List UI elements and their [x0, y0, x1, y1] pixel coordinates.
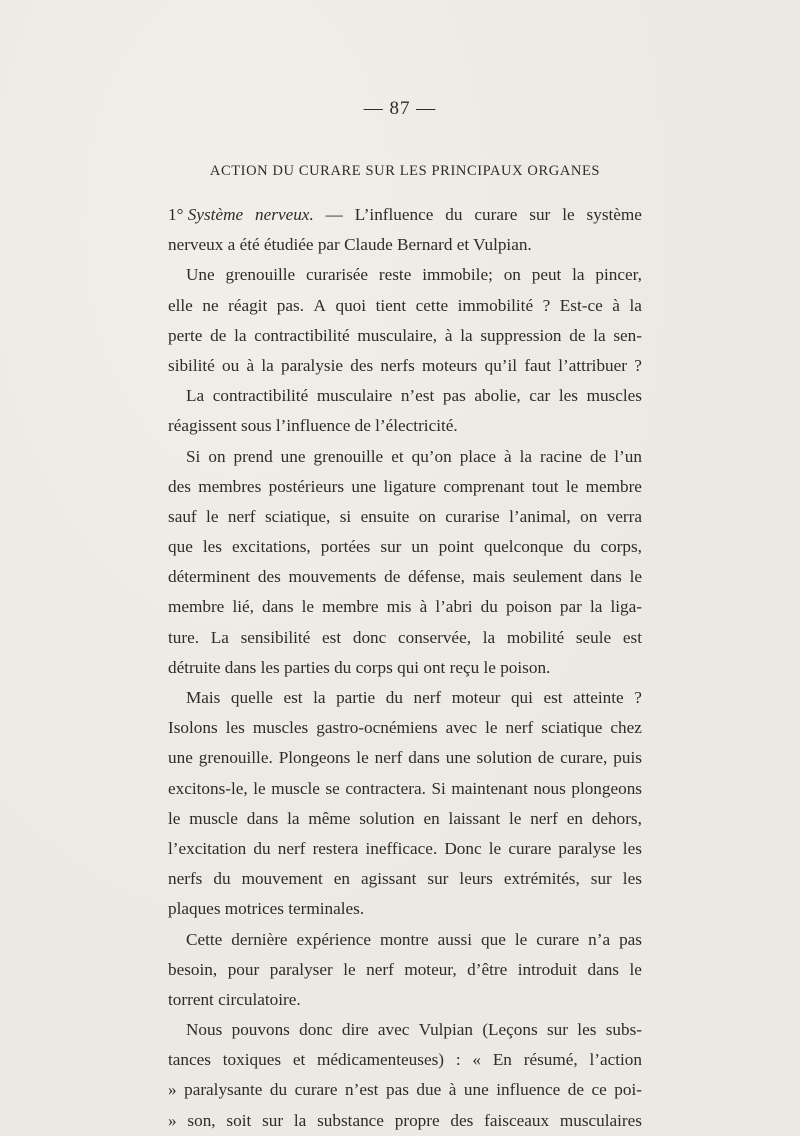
text-line: Isolons les muscles gastro-ocnémiens avec le nerf sciatique chez	[168, 718, 642, 738]
text-line: une grenouille. Plongeons le nerf dans une solution de curare, puis	[168, 748, 642, 768]
text-line: Mais quelle est la partie du nerf moteur qui est atteinte ?	[186, 688, 642, 707]
text-line: sauf le nerf sciatique, si ensuite on curarise l’animal, on verra	[168, 506, 642, 526]
text-line: elle ne réagit pas. A quoi tient cette immobilité ? Est-ce à la	[168, 295, 642, 315]
text-line: La contractibilité musculaire n’est pas abolie, car les muscles	[186, 386, 642, 406]
text-line: que les excitations, portées sur un point quelconque du corps,	[168, 537, 642, 557]
text-line: l’excitation du nerf restera inefficace. Donc le curare paralyse les	[168, 838, 642, 858]
text-line: le muscle dans la même solution en laissant le nerf en dehors,	[168, 808, 642, 828]
body-text	[168, 200, 642, 1136]
text-line: plaques motrices terminales.	[168, 899, 365, 919]
text-line: membre lié, dans le membre mis à l’abri du poison par la liga-	[168, 597, 642, 617]
text-line: besoin, pour paralyser le nerf moteur, d’être introduit dans le	[168, 959, 642, 979]
text-line: perte de la contractibilité musculaire, à la suppression de la sen-	[168, 325, 642, 345]
text-line: sibilité ou à la paralysie des nerfs moteurs qu’il faut l’attribuer ?	[168, 355, 642, 375]
text-line: » son, soit sur la substance propre des faisceaux musculaires	[168, 1110, 642, 1130]
text-line: détruite dans les parties du corps qui ont reçu le poison.	[168, 657, 551, 677]
text-line: 1° Système nerveux. — L’influence du curare sur le système	[168, 205, 642, 224]
text-line: Une grenouille curarisée reste immobile; on peut la pincer,	[186, 265, 642, 285]
page-number: — 87 —	[363, 98, 437, 119]
text-line: » paralysante du curare n’est pas due à une influence de ce poi-	[168, 1080, 642, 1100]
text-line: Cette dernière expérience montre aussi que le curare n’a pas	[186, 929, 642, 949]
text-line: ture. La sensibilité est donc conservée, la mobilité seule est	[168, 627, 642, 647]
text-line: des membres postérieurs une ligature comprenant tout le membre	[168, 476, 642, 496]
text-line: Si on prend une grenouille et qu’on place à la racine de l’un	[186, 446, 642, 466]
text-line: torrent circulatoire.	[168, 989, 301, 1009]
text-line: nerveux a été étudiée par Claude Bernard et Vulpian.	[168, 235, 532, 255]
text-line: nerfs du mouvement en agissant sur leurs extrémités, sur les	[168, 869, 642, 889]
text-line: excitons-le, le muscle se contractera. Si maintenant nous plongeons	[168, 778, 642, 798]
text-line: déterminent des mouvements de défense, mais seulement dans le	[168, 567, 642, 587]
text-line: tances toxiques et médicamenteuses) : « En résumé, l’action	[168, 1050, 642, 1070]
text-line: Nous pouvons donc dire avec Vulpian (Leçons sur les subs-	[186, 1020, 642, 1040]
section-heading: ACTION DU CURARE SUR LES PRINCIPAUX ORGANES	[209, 163, 601, 179]
text-line: réagissent sous l’influence de l’électricité.	[168, 416, 458, 436]
